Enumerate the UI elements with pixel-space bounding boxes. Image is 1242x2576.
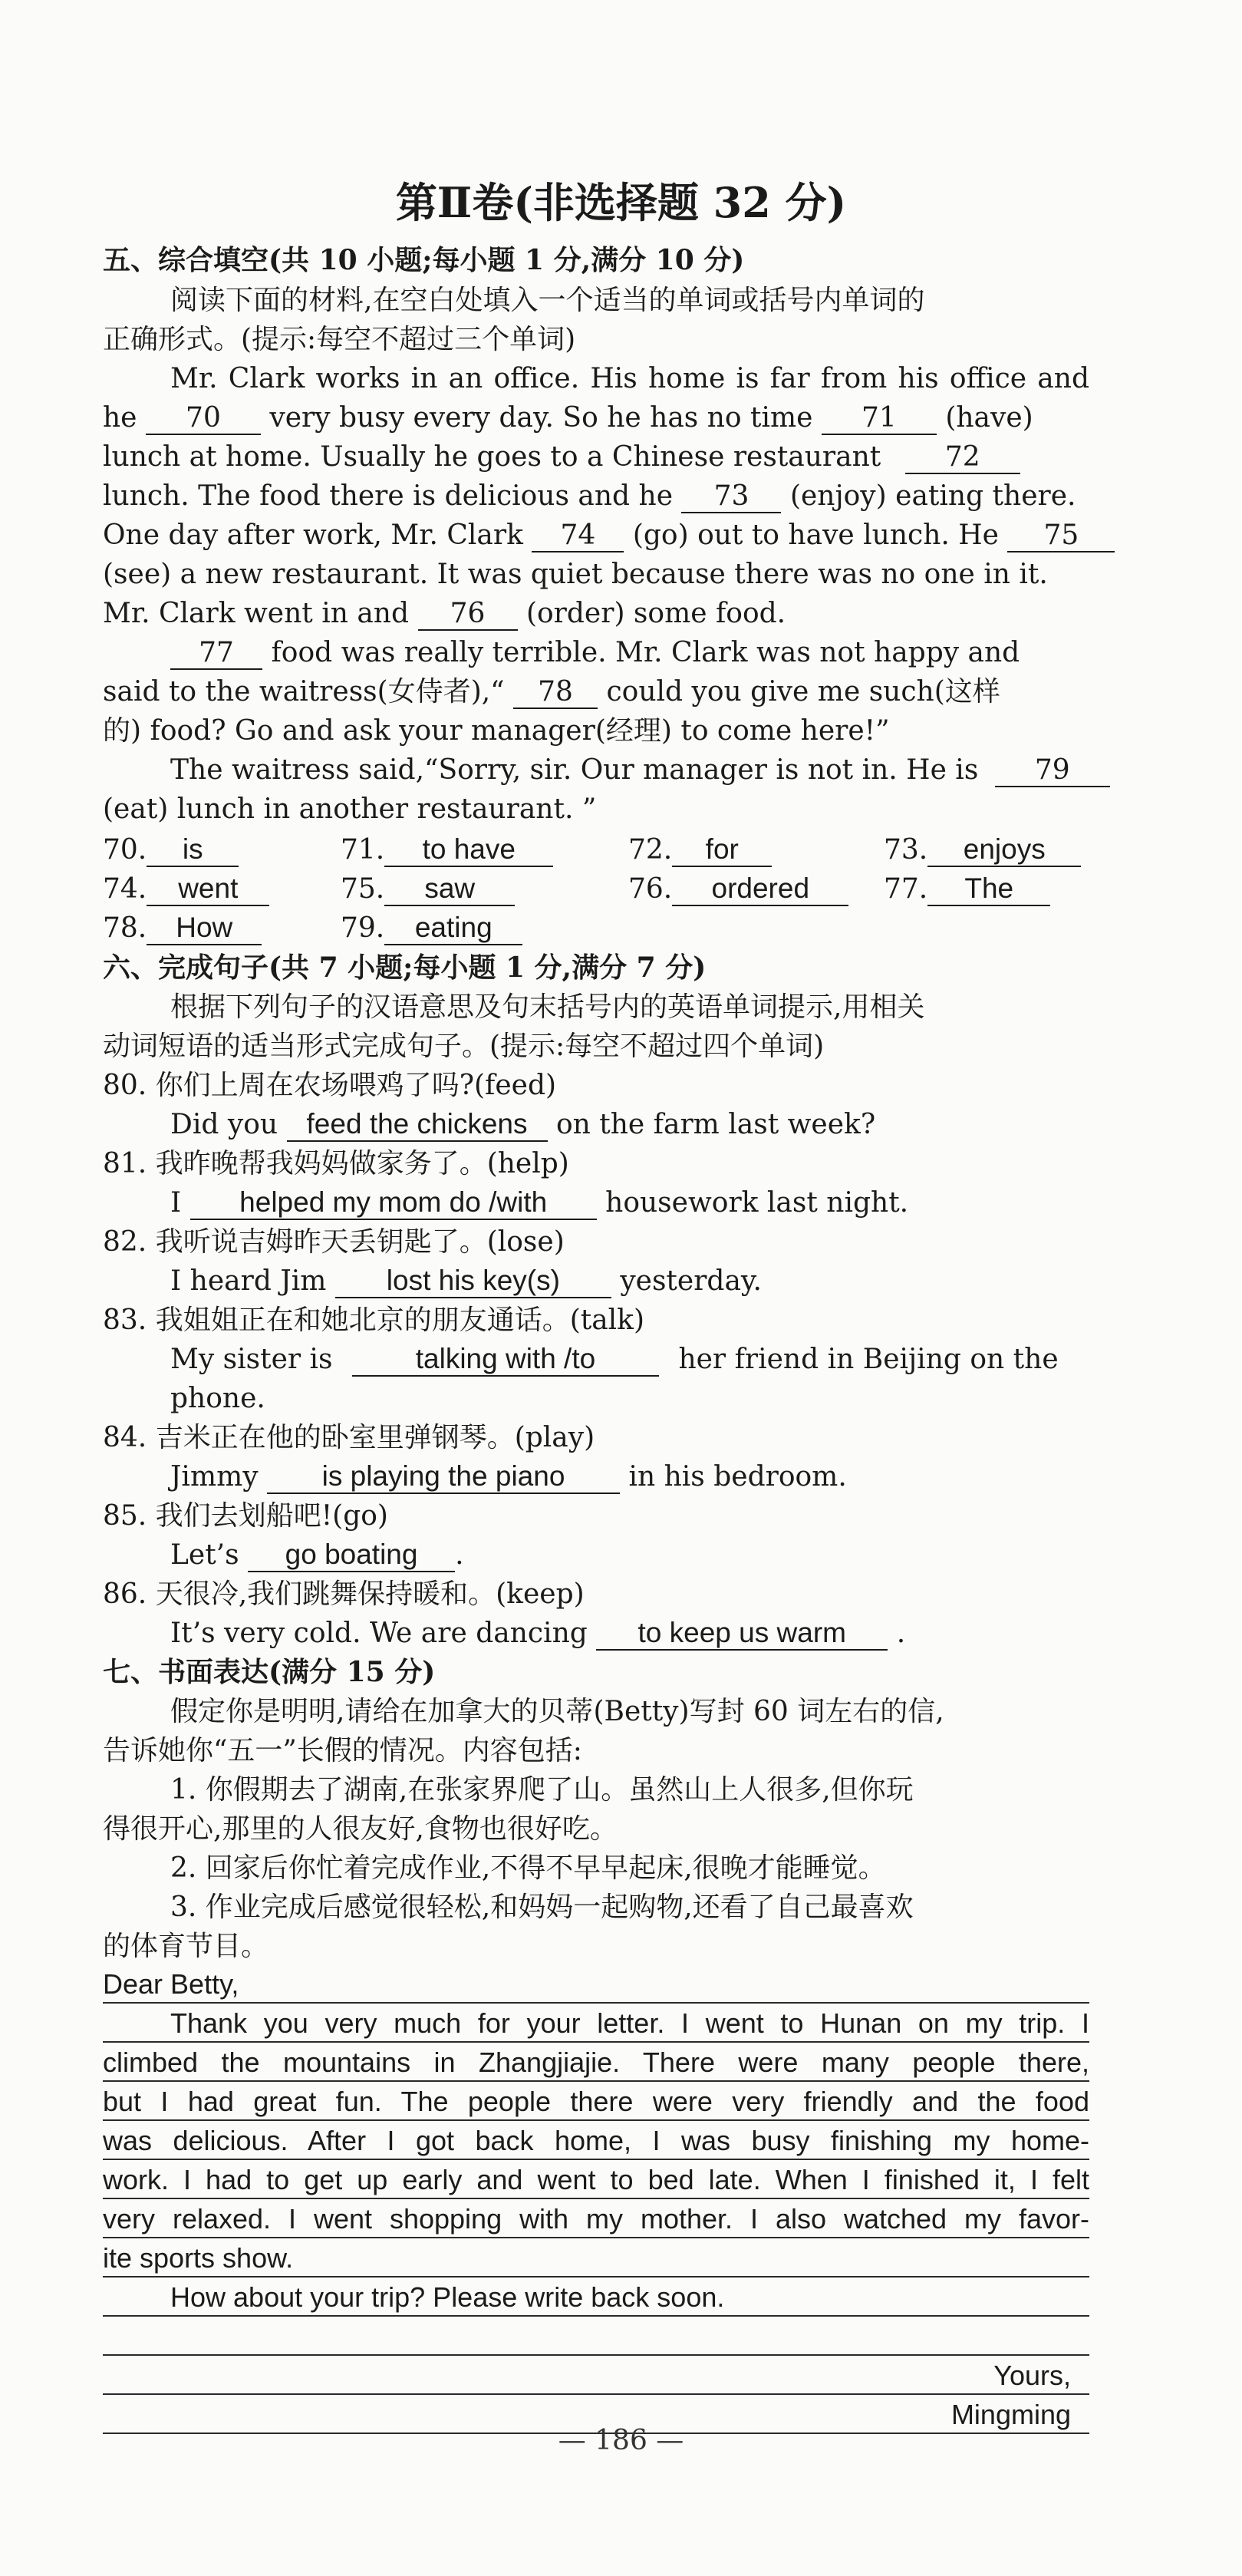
blank-71: 71 — [822, 403, 937, 435]
section-6-heading: 六、完成句子(共 7 小题;每小题 1 分,满分 7 分) — [103, 952, 707, 984]
essay-line: ite sports show. — [103, 2238, 1089, 2278]
blank-77: 77 — [170, 638, 262, 670]
passage-line: The waitress said,“Sorry, sir. Our manager is not in. He is 79 — [103, 750, 1157, 790]
question-84-prompt: 84. 吉米正在他的卧室里弹钢琴。(play) — [103, 1422, 595, 1453]
passage-line: 的) food? Go and ask your manager(经理) to come here!” — [103, 715, 890, 747]
essay-area — [103, 1964, 1089, 2434]
page-number: — 186 — — [558, 2425, 684, 2456]
essay-closing: Yours, — [103, 2356, 1089, 2395]
blank-74: 74 — [532, 520, 624, 552]
answer-77: 77. The — [884, 869, 1050, 909]
passage-line: said to the waitress(女侍者),“ 78 could you give me such(这样 — [103, 676, 1000, 707]
section-6-instruction: 根据下列句子的汉语意思及句末括号内的英语单词提示,用相关 — [170, 991, 925, 1023]
section-5-instruction: 正确形式。(提示:每空不超过三个单词) — [103, 324, 576, 355]
answer-85: go boating — [248, 1539, 455, 1572]
essay-line: work. I had to get up early and went to bed late. When I finished it, I felt — [103, 2160, 1089, 2199]
question-86-sentence: It’s very cold. We are dancing to keep us warm . — [170, 1617, 906, 1649]
section-7-heading: 七、书面表达(满分 15 分) — [103, 1656, 436, 1688]
question-85-sentence: Let’s go boating . — [170, 1539, 464, 1571]
answer-78: 78. How — [103, 909, 262, 948]
essay-line: Dear Betty, — [103, 1964, 1089, 2004]
question-82-sentence: I heard Jim lost his key(s) yesterday. — [170, 1265, 762, 1297]
passage-line: Mr. Clark works in an office. His home is far from his office and — [170, 363, 1089, 394]
answer-72: 72. for — [628, 830, 772, 869]
passage-line: One day after work, Mr. Clark 74 (go) out to have lunch. He 75 — [103, 516, 1089, 555]
writing-point-3: 的体育节目。 — [103, 1931, 269, 1962]
passage-line: he 70 very busy every day. So he has no time 71 (have) — [103, 402, 1033, 434]
answer-73: 73. enjoys — [884, 830, 1081, 869]
question-85-prompt: 85. 我们去划船吧!(go) — [103, 1500, 388, 1532]
passage-line: (eat) lunch in another restaurant. ” — [103, 793, 597, 825]
section-5-instruction: 阅读下面的材料,在空白处填入一个适当的单词或括号内单词的 — [170, 285, 925, 316]
passage-line: lunch. The food there is delicious and he 73 (enjoy) eating there. — [103, 480, 1076, 512]
blank-72: 72 — [905, 442, 1020, 474]
writing-point-1: 1. 你假期去了湖南,在张家界爬了山。虽然山上人很多,但你玩 — [170, 1774, 914, 1806]
writing-prompt: 假定你是明明,请给在加拿大的贝蒂(Betty)写封 60 词左右的信, — [170, 1696, 944, 1727]
essay-line — [103, 2317, 1089, 2356]
answer-74: 74. went — [103, 869, 269, 909]
question-80-sentence: Did you feed the chickens on the farm last week? — [170, 1108, 876, 1140]
answer-86: to keep us warm — [596, 1617, 888, 1651]
question-81-sentence: I helped my mom do /with housework last night. — [170, 1186, 909, 1219]
question-83-sentence: My sister is talking with /to her friend in Beijing on the — [170, 1343, 1059, 1375]
blank-79: 79 — [995, 755, 1110, 787]
blank-75: 75 — [1007, 520, 1115, 552]
essay-line: How about your trip? Please write back soon. — [103, 2278, 1089, 2317]
writing-point-1: 得很开心,那里的人很友好,食物也很好吃。 — [103, 1813, 618, 1845]
passage-line: (see) a new restaurant. It was quiet because there was no one in it. — [103, 559, 1048, 590]
essay-line: Thank you very much for your letter. I went to Hunan on my trip. I — [103, 2004, 1089, 2043]
answer-80: feed the chickens — [287, 1108, 548, 1142]
section-5-heading: 五、综合填空(共 10 小题;每小题 1 分,满分 10 分) — [103, 244, 745, 276]
answer-84: is playing the piano — [267, 1460, 620, 1494]
answer-79: 79. eating — [341, 909, 522, 948]
answer-75: 75. saw — [341, 869, 515, 909]
blank-73: 73 — [681, 481, 781, 513]
passage-line: lunch at home. Usually he goes to a Chinese restaurant 72 — [103, 437, 1089, 477]
question-84-sentence: Jimmy is playing the piano in his bedroom. — [170, 1460, 847, 1492]
answer-76: 76. ordered — [628, 869, 848, 909]
blank-78: 78 — [513, 677, 598, 709]
blank-76: 76 — [418, 599, 518, 631]
essay-line: was delicious. After I got back home, I was busy finishing my home- — [103, 2121, 1089, 2160]
question-83-sentence: phone. — [170, 1383, 265, 1414]
question-83-prompt: 83. 我姐姐正在和她北京的朋友通话。(talk) — [103, 1304, 645, 1336]
passage-line: Mr. Clark went in and 76 (order) some food. — [103, 598, 786, 629]
essay-line: very relaxed. I went shopping with my mother. I also watched my favor- — [103, 2199, 1089, 2238]
answer-82: lost his key(s) — [335, 1265, 611, 1298]
question-82-prompt: 82. 我听说吉姆昨天丢钥匙了。(lose) — [103, 1226, 565, 1258]
answer-81: helped my mom do /with — [190, 1186, 597, 1220]
question-81-prompt: 81. 我昨晚帮我妈妈做家务了。(help) — [103, 1148, 569, 1179]
question-86-prompt: 86. 天很冷,我们跳舞保持暖和。(keep) — [103, 1578, 585, 1610]
paper-title: 第Ⅱ卷(非选择题 32 分) — [395, 178, 847, 227]
question-80-prompt: 80. 你们上周在农场喂鸡了吗?(feed) — [103, 1070, 557, 1101]
writing-point-3: 3. 作业完成后感觉很轻松,和妈妈一起购物,还看了自己最喜欢 — [170, 1892, 914, 1923]
essay-line: but I had great fun. The people there were very friendly and the food — [103, 2082, 1089, 2121]
essay-line: climbed the mountains in Zhangjiajie. There were many people there, — [103, 2043, 1089, 2082]
section-6-instruction: 动词短语的适当形式完成句子。(提示:每空不超过四个单词) — [103, 1031, 825, 1062]
writing-prompt: 告诉她你“五一”长假的情况。内容包括: — [103, 1735, 582, 1766]
passage-line: 77 food was really terrible. Mr. Clark was not happy and — [103, 633, 1157, 672]
writing-point-2: 2. 回家后你忙着完成作业,不得不早早起床,很晚才能睡觉。 — [170, 1852, 886, 1884]
answer-70: 70. is — [103, 830, 239, 869]
answer-83: talking with /to — [352, 1343, 659, 1377]
blank-70: 70 — [146, 403, 261, 435]
answer-71: 71. to have — [341, 830, 553, 869]
essay-signature: Mingming — [103, 2395, 1089, 2434]
